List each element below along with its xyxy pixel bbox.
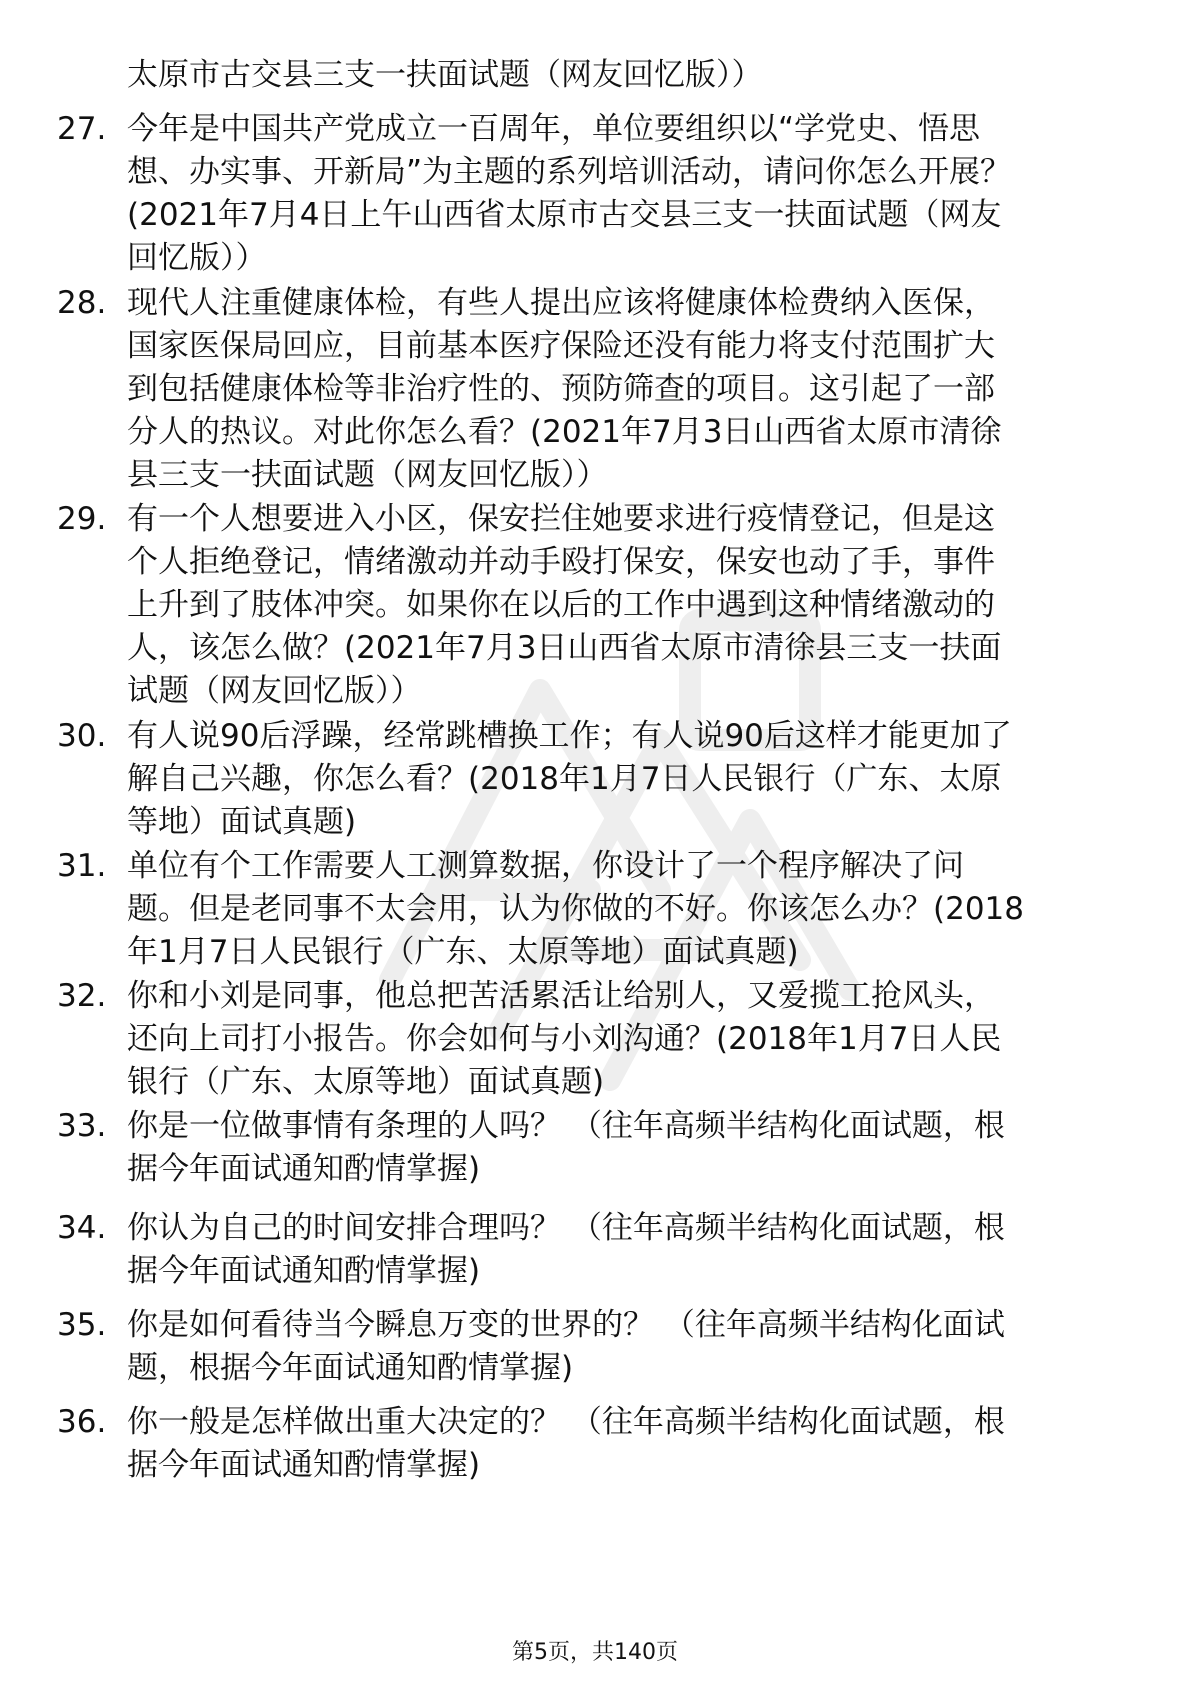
question-text (127, 1401, 1107, 1487)
question-number: 28. (57, 285, 107, 321)
question-text (127, 498, 1107, 713)
question-line: 有人说90后浮躁，经常跳槽换工作；有人说90后这样才能更加了 (127, 718, 1012, 754)
question-number: 27. (57, 111, 107, 147)
question-line: 你是一位做事情有条理的人吗？ （往年高频半结构化面试题，根 (127, 1108, 1005, 1144)
question-text (127, 1207, 1107, 1293)
question-line: 你一般是怎样做出重大决定的？ （往年高频半结构化面试题，根 (127, 1404, 1005, 1440)
question-line: 个人拒绝登记，情绪激动并动手殴打保安，保安也动了手，事件 (127, 544, 995, 580)
question-line: 你和小刘是同事，他总把苦活累活让给别人，又爱揽工抢风头， (127, 978, 995, 1014)
question-line: 银行（广东、太原等地）面试真题) (127, 1064, 605, 1100)
question-text (127, 1304, 1107, 1390)
question-line: 据今年面试通知酌情掌握) (127, 1447, 481, 1483)
question-number: 36. (57, 1404, 107, 1440)
question-line: 国家医保局回应，目前基本医疗保险还没有能力将支付范围扩大 (127, 328, 995, 364)
question-text (127, 845, 1107, 974)
question-line: 等地）面试真题) (127, 804, 357, 840)
question-line: 分人的热议。对此你怎么看？(2021年7月3日山西省太原市清徐 (127, 414, 1002, 450)
question-text (127, 715, 1107, 844)
question-line: (2021年7月4日上午山西省太原市古交县三支一扶面试题（网友 (127, 197, 1002, 233)
question-line: 单位有个工作需要人工测算数据，你设计了一个程序解决了问 (127, 848, 964, 884)
question-text (127, 108, 1107, 280)
question-line: 还向上司打小报告。你会如何与小刘沟通？(2018年1月7日人民 (127, 1021, 1002, 1057)
question-line: 题。但是老同事不太会用，认为你做的不好。你该怎么办？(2018 (127, 891, 1024, 927)
question-line: 到包括健康体检等非治疗性的、预防筛查的项目。这引起了一部 (127, 371, 995, 407)
question-line: 据今年面试通知酌情掌握) (127, 1151, 481, 1187)
question-text (127, 1105, 1107, 1191)
question-line: 有一个人想要进入小区，保安拦住她要求进行疫情登记，但是这 (127, 501, 995, 537)
question-line: 你认为自己的时间安排合理吗？ （往年高频半结构化面试题，根 (127, 1210, 1005, 1246)
question-line: 回忆版）） (127, 240, 267, 276)
question-number: 31. (57, 848, 107, 884)
continued-text: 太原市古交县三支一扶面试题（网友回忆版）） (127, 57, 763, 93)
question-number: 29. (57, 501, 107, 537)
question-line: 县三支一扶面试题（网友回忆版）） (127, 457, 608, 493)
question-line: 试题（网友回忆版）） (127, 673, 422, 709)
question-line: 你是如何看待当今瞬息万变的世界的？ （往年高频半结构化面试 (127, 1307, 1005, 1343)
question-text (127, 282, 1107, 497)
question-number: 34. (57, 1210, 107, 1246)
question-line: 据今年面试通知酌情掌握) (127, 1253, 481, 1289)
question-line: 解自己兴趣，你怎么看？(2018年1月7日人民银行（广东、太原 (127, 761, 1002, 797)
question-number: 35. (57, 1307, 107, 1343)
question-line: 今年是中国共产党成立一百周年，单位要组织以“学党史、悟思 (127, 111, 981, 147)
question-line: 想、办实事、开新局”为主题的系列培训活动，请问你怎么开展？ (127, 154, 1012, 190)
question-line: 年1月7日人民银行（广东、太原等地）面试真题) (127, 934, 799, 970)
question-line: 题，根据今年面试通知酌情掌握) (127, 1350, 574, 1386)
question-number: 33. (57, 1108, 107, 1144)
question-line: 现代人注重健康体检，有些人提出应该将健康体检费纳入医保， (127, 285, 995, 321)
question-line: 人，该怎么做？(2021年7月3日山西省太原市清徐县三支一扶面 (127, 630, 1002, 666)
question-number: 32. (57, 978, 107, 1014)
question-text (127, 975, 1107, 1104)
question-number: 30. (57, 718, 107, 754)
page-footer: 第5页，共140页 (512, 1640, 678, 1665)
question-line: 上升到了肢体冲突。如果你在以后的工作中遇到这种情绪激动的 (127, 587, 995, 623)
